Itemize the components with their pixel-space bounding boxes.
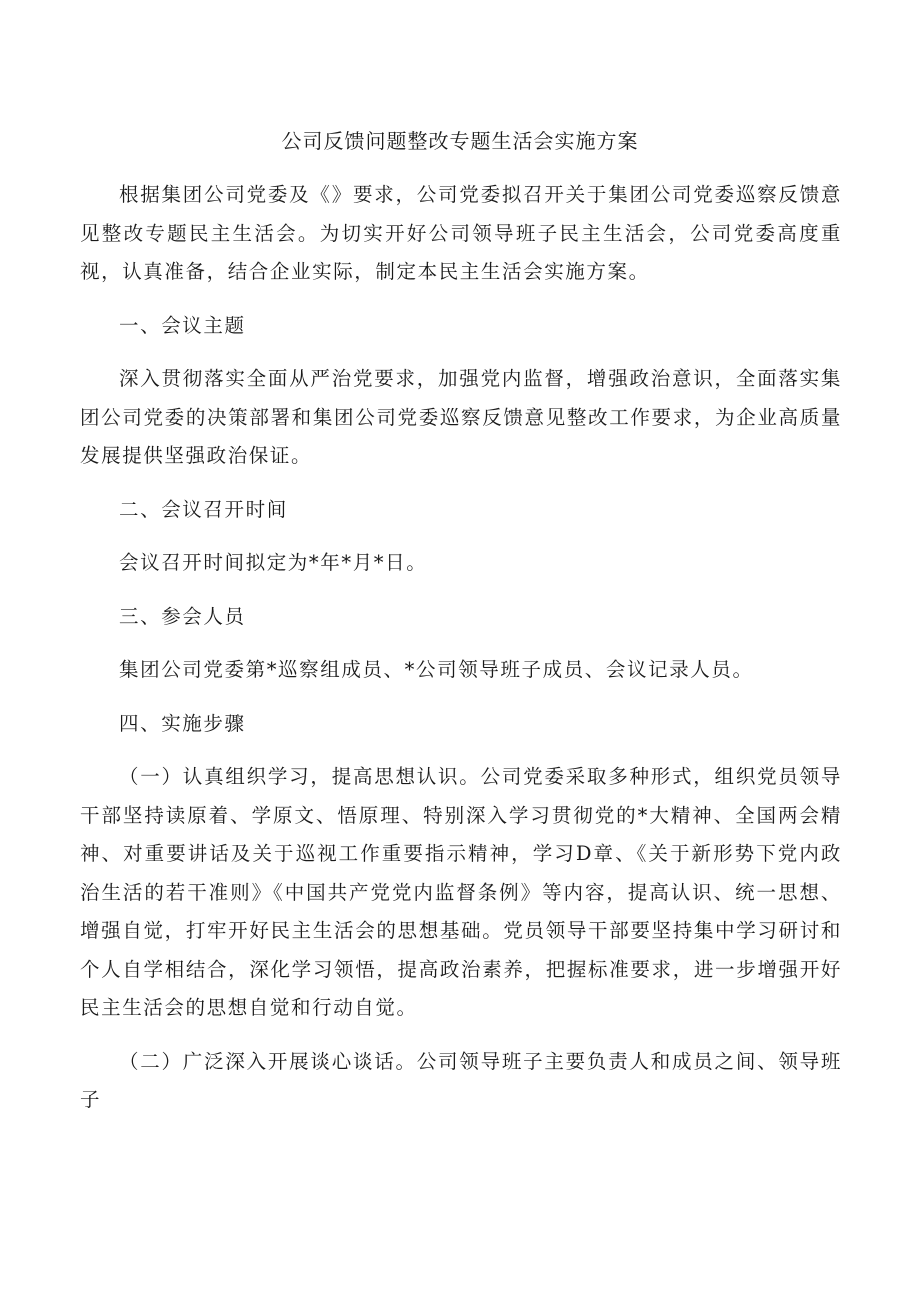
section-paragraph-steps-1: （一）认真组织学习，提高思想认识。公司党委采取多种形式，组织党员领导干部坚持读原着、学原文、悟原理、特别深入学习贯彻党的*大精神、全国两会精神、对重要讲话及关于巡视工作重要指示精神，学习D章、《关于新形势下党内政治生活的若干准则》《中国共产党党内监督条例》等内容，提高认识、统一思想、增强自觉，打牢开好民主生活会的思想基础。党员领导干部要坚持集中学习研讨和个人自学相结合，深化学习领悟，提高政治素养，把握标准要求，进一步增强开好民主生活会的思想自觉和行动自觉。 (80, 765, 842, 1019)
section-heading-steps: 四、实施步骤 (119, 711, 246, 735)
section-heading-theme: 一、会议主题 (119, 313, 246, 337)
section-heading-time: 二、会议召开时间 (119, 497, 288, 521)
section-heading-attendees: 三、参会人员 (119, 604, 246, 628)
section-paragraph-theme: 深入贯彻落实全面从严治党要求，加强党内监督，增强政治意识，全面落实集团公司党委的决策部署和集团公司党委巡察反馈意见整改工作要求，为企业高质量发展提供坚强政治保证。 (80, 367, 842, 467)
section-paragraph-attendees: 集团公司党委第*巡察组成员、*公司领导班子成员、会议记录人员。 (119, 658, 754, 681)
document-title: 公司反馈问题整改专题生活会实施方案 (281, 129, 639, 153)
document-body (80, 176, 842, 1135)
section-paragraph-steps-2: （二）广泛深入开展谈心谈话。公司领导班子主要负责人和成员之间、领导班子 (80, 1049, 842, 1111)
intro-paragraph: 根据集团公司党委及《》要求，公司党委拟召开关于集团公司党委巡察反馈意见整改专题民主生活会。为切实开好公司领导班子民主生活会，公司党委高度重视，认真准备，结合企业实际，制定本民主生活会实施方案。 (80, 183, 842, 283)
section-paragraph-time: 会议召开时间拟定为*年*月*日。 (119, 551, 428, 574)
